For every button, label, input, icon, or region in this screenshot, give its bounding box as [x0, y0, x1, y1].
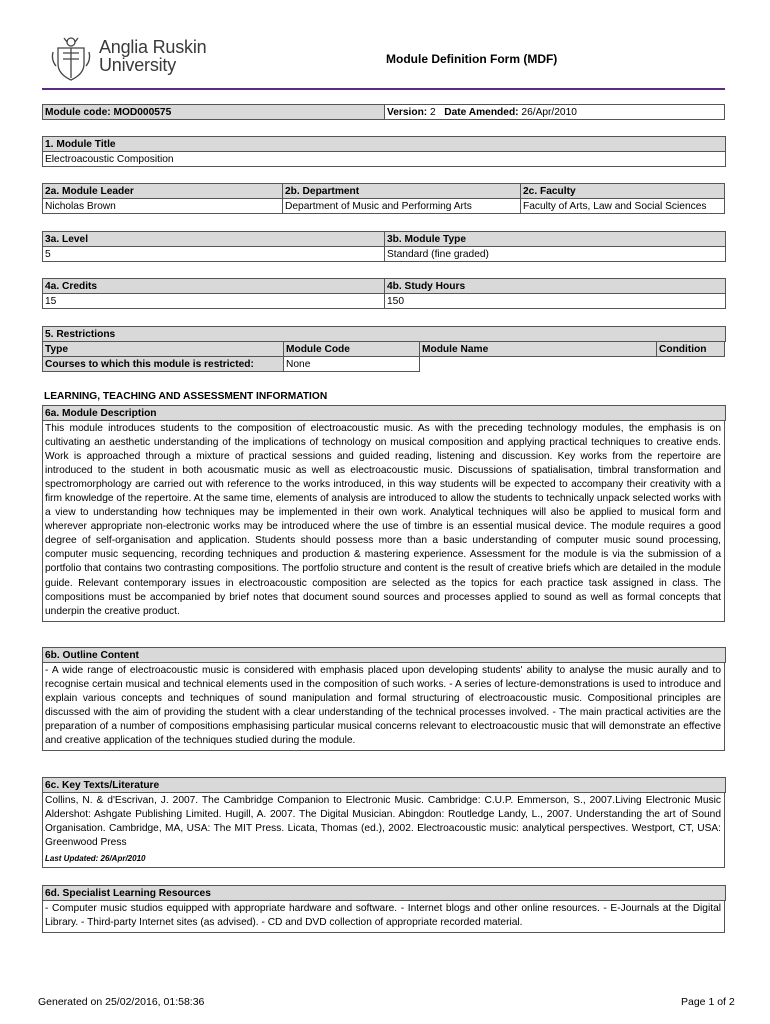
learning-resources-text: - Computer music studios equipped with appropriate hardware and software. - Internet blogs and other online resources. - E-Journals at the Digital Library. - Third-party Internet sites (as advised). - CD and DVD collection of appropriate recorded material.	[42, 900, 725, 933]
restrictions-col-type: Type	[42, 341, 284, 357]
module-code-value: MOD000575	[113, 107, 172, 118]
section-level-type	[42, 231, 725, 261]
key-texts-text: Collins, N. & d'Escrivan, J. 2007. The Cambridge Companion to Electronic Music. Cambridge: C.U.P. Emmerson, S., 2007.Living Electronic Music Aldershot: Ashgate Publishing Limited. Hugill, A. 2007. The Digital Musician. Abingdon: Routledge Landy, L., 2007. Understanding the art of Sound Organisation. Cambridge, MA, USA: The MIT Press. Licata, Thomas (ed.), 2002. Electroacoustic music: analytical perspectives. Westport, CT, USA: Greenwood Press	[45, 795, 721, 849]
faculty-value: Faculty of Arts, Law and Social Sciences	[520, 198, 725, 214]
restrictions-row-code: None	[283, 356, 420, 372]
section-restrictions	[42, 326, 725, 371]
module-description-label: 6a. Module Description	[42, 405, 726, 421]
restrictions-label: 5. Restrictions	[42, 326, 726, 342]
last-updated-note: Last Updated: 26/Apr/2010	[45, 854, 146, 864]
module-leader-value: Nicholas Brown	[42, 198, 283, 214]
section-credits-hours	[42, 278, 725, 308]
section-outline-content	[42, 647, 725, 751]
module-meta	[42, 104, 725, 119]
version-cell	[384, 104, 725, 120]
section-key-texts	[42, 777, 725, 868]
restrictions-col-code: Module Code	[283, 341, 420, 357]
restrictions-col-name: Module Name	[419, 341, 657, 357]
restrictions-row-label: Courses to which this module is restricted:	[42, 356, 284, 372]
generated-timestamp: Generated on 25/02/2016, 01:58:36	[38, 996, 205, 1008]
section-module-description	[42, 405, 725, 622]
restrictions-col-condition: Condition	[656, 341, 725, 357]
module-code-label: Module code:	[45, 107, 111, 118]
department-value: Department of Music and Performing Arts	[282, 198, 521, 214]
module-description-text: This module introduces students to the composition of electroacoustic music. As with the preceding technology modules, the emphasis is on cultivating an aesthetic understanding of the implications of technology on musical composition and applying practical techniques to creative ends. Work is approached through a mixture of practical sessions and guided reading, listening and discussion. Key works from the repertoire are introduced to the student in both acousmatic music as well as electroacoustic music. Discussions of spatialisation, timbral transformation and spectromorphology are carried out with reference to the works introduced, in this way students will be expected to accompany their creativity with a firm knowledge of the repertoire. At the same time, elements of analysis are introduced to allow the students to technically unpack selected works with a view to understanding how techniques may be implemented in their own work. Analytical techniques will also be applied to musical form and wherever appropriate non-electronic works may be introduced where the use of timbre is an essential musical device. The module requires a good degree of self-organisation and application. Students should possess more than a basic understanding of computer music sound processing, computer music sequencing, recording techniques and production & mastering experience. Assessment for the module is via the submission of a portfolio that contains two contrasting compositions. The portfolio structure and content is the result of creative briefs which are detailed in the module guide. Relevant contemporary issues in electroacoustic composition are selected as the topics for each practice task assigned in class. The compositions must be accompanied by brief notes that document sound sources and processes applied to sound as well as formal concepts that underpin the creative product.	[42, 420, 725, 622]
version-label: Version:	[387, 107, 428, 118]
section-learning-resources	[42, 885, 725, 933]
department-label: 2b. Department	[282, 183, 521, 199]
outline-content-label: 6b. Outline Content	[42, 647, 726, 663]
module-leader-label: 2a. Module Leader	[42, 183, 283, 199]
learning-resources-label: 6d. Specialist Learning Resources	[42, 885, 726, 901]
level-label: 3a. Level	[42, 231, 385, 247]
faculty-label: 2c. Faculty	[520, 183, 725, 199]
section-module-title	[42, 136, 725, 166]
study-hours-label: 4b. Study Hours	[384, 278, 726, 294]
form-title: Module Definition Form (MDF)	[386, 52, 558, 66]
module-type-value: Standard (fine graded)	[384, 246, 726, 262]
version-value: 2	[430, 107, 436, 118]
logo-wordmark	[99, 38, 206, 74]
study-hours-value: 150	[384, 293, 726, 309]
level-value: 5	[42, 246, 385, 262]
key-texts-label: 6c. Key Texts/Literature	[42, 777, 726, 793]
header-divider	[42, 88, 725, 90]
logo-line-2: University	[99, 55, 177, 75]
credits-value: 15	[42, 293, 385, 309]
university-logo	[50, 34, 210, 82]
module-title-label: 1. Module Title	[42, 136, 726, 152]
date-amended-value: 26/Apr/2010	[521, 107, 577, 118]
date-amended-label: Date Amended:	[444, 107, 519, 118]
section-leader-department-faculty	[42, 183, 725, 213]
key-texts-box	[42, 792, 725, 868]
module-type-label: 3b. Module Type	[384, 231, 726, 247]
outline-content-text: - A wide range of electroacoustic music is considered with emphasis placed upon developing students' ability to analyse the music aurally and to recognise certain musical and technical elements used in the composition of such works. - A series of lecture-demonstrations is used to introduce and explain various concepts and techniques of sound manipulation and formal structuring of electroacoustic music. Compositional principles are discussed with the aim of providing the student with a clear understanding of the technical processes involved. - The main practical activities are the preparation of a number of compositions emphasising particular musical concerns relevant to electroacoustic music that will demonstrate an effective and creative application of the techniques studied during the module.	[42, 662, 725, 751]
module-title-value: Electroacoustic Composition	[42, 151, 726, 167]
lta-heading: LEARNING, TEACHING AND ASSESSMENT INFORMATION	[44, 391, 328, 402]
page-number: Page 1 of 2	[681, 996, 735, 1008]
crest-icon	[50, 34, 92, 82]
credits-label: 4a. Credits	[42, 278, 385, 294]
logo-line-1: Anglia Ruskin	[99, 37, 207, 57]
module-code-cell	[42, 104, 385, 120]
